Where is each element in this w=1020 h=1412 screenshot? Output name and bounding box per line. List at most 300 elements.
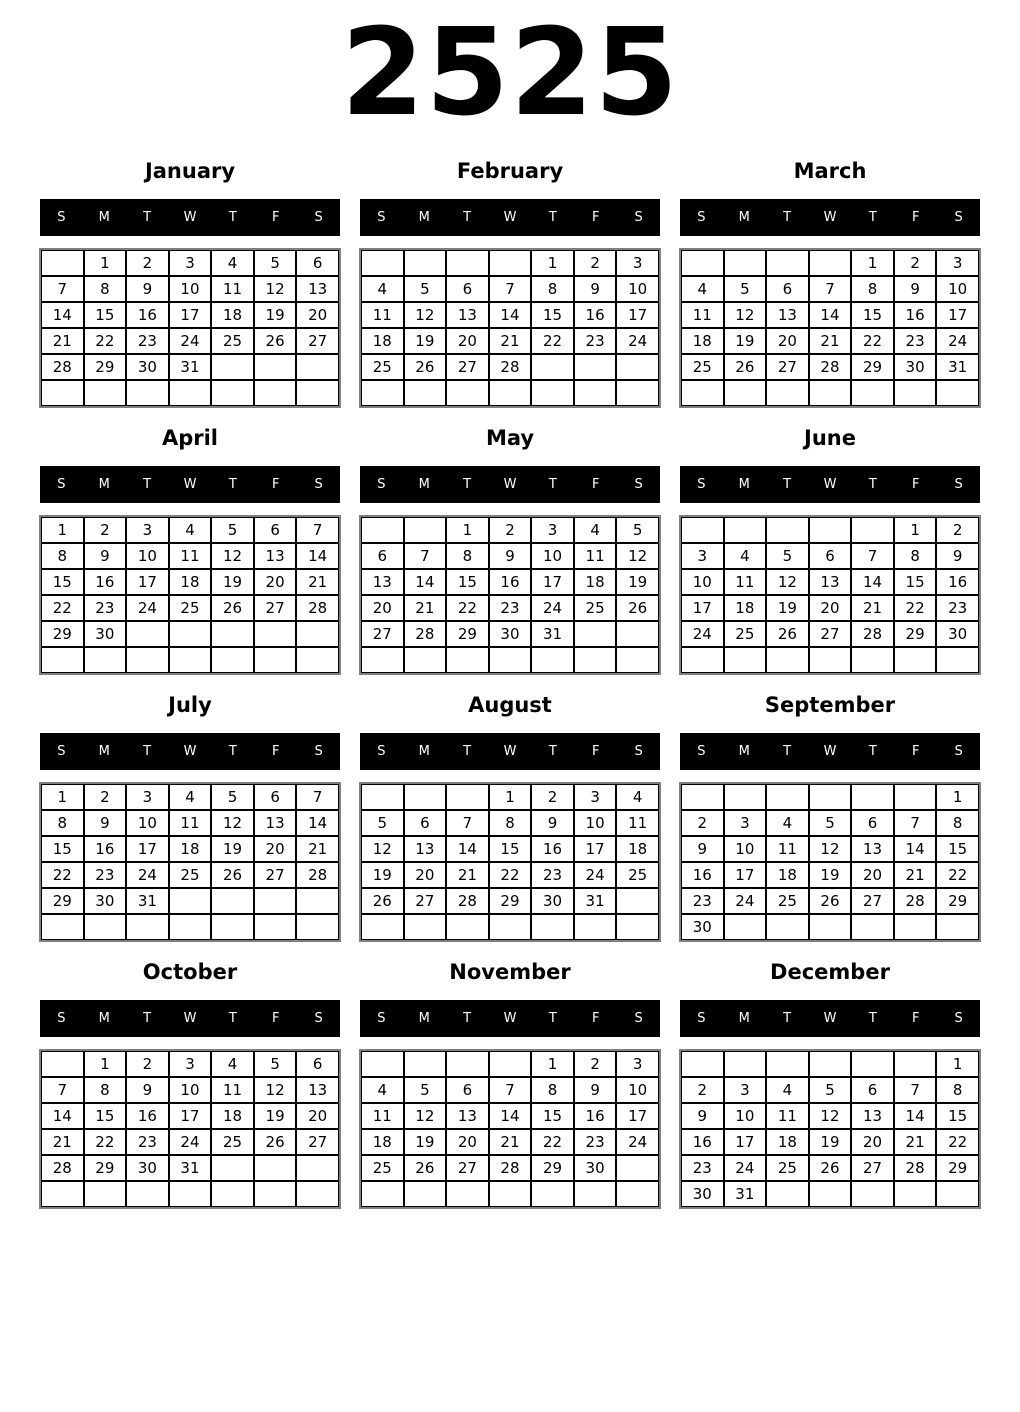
date-cell: 22 [84,1129,127,1155]
date-cell: 4 [361,276,404,302]
date-cell: 13 [809,569,852,595]
week-row [681,862,979,888]
empty-cell [489,1051,532,1077]
week-row [41,862,339,888]
weekday-label: F [911,477,920,492]
date-cell: 29 [936,888,979,914]
month-date-grid-body [681,250,979,406]
weekday-label: W [183,744,197,759]
weekday-label: S [57,477,66,492]
weekday-label: S [314,1011,323,1026]
weekday-label: T [228,744,237,759]
date-cell: 23 [84,595,127,621]
date-cell: 7 [809,276,852,302]
empty-cell [296,621,339,647]
date-cell: 17 [616,1103,659,1129]
date-cell: 17 [126,569,169,595]
weekday-label: S [634,1011,643,1026]
date-cell: 2 [489,517,532,543]
weekday-label: M [98,477,110,492]
empty-cell [361,914,404,940]
empty-cell [574,647,617,673]
date-cell: 14 [894,1103,937,1129]
empty-cell [894,1181,937,1207]
date-cell: 2 [84,517,127,543]
date-cell: 24 [936,328,979,354]
date-cell: 13 [296,1077,339,1103]
date-cell: 9 [681,1103,724,1129]
weekday-label: S [377,210,386,225]
week-row [361,543,659,569]
weekday-label: T [868,1011,877,1026]
empty-cell [616,380,659,406]
date-cell: 11 [211,276,254,302]
weekday-label: F [271,744,280,759]
month-date-grid-body [41,784,339,940]
weekday-header-bar [40,733,340,770]
date-cell: 27 [851,1155,894,1181]
empty-cell [254,1181,297,1207]
date-cell: 1 [41,517,84,543]
date-cell: 17 [936,302,979,328]
date-cell: 19 [211,836,254,862]
date-cell: 16 [894,302,937,328]
week-row [681,1129,979,1155]
date-cell: 29 [446,621,489,647]
date-cell: 26 [404,1155,447,1181]
date-cell: 29 [531,1155,574,1181]
date-cell: 3 [531,517,574,543]
weekday-label: T [143,1011,152,1026]
weekday-label: W [183,210,197,225]
date-cell: 16 [126,302,169,328]
week-row [681,328,979,354]
weekday-header-bar [680,1000,980,1037]
empty-cell [169,888,212,914]
month-block [680,959,980,1208]
empty-cell [851,647,894,673]
empty-cell [616,1155,659,1181]
weekday-label: W [503,477,517,492]
date-cell: 27 [851,888,894,914]
date-cell: 2 [84,784,127,810]
weekday-label: T [143,477,152,492]
date-cell: 30 [681,1181,724,1207]
empty-cell [531,380,574,406]
week-row [41,250,339,276]
empty-cell [84,1181,127,1207]
date-cell: 28 [851,621,894,647]
date-cell: 17 [169,302,212,328]
month-date-grid-body [361,1051,659,1207]
empty-cell [809,784,852,810]
date-cell: 15 [84,1103,127,1129]
month-block [40,425,340,674]
date-cell: 19 [404,1129,447,1155]
date-cell: 3 [169,1051,212,1077]
week-row [41,354,339,380]
empty-cell [766,1181,809,1207]
date-cell: 14 [296,810,339,836]
date-cell: 5 [616,517,659,543]
week-row [361,1129,659,1155]
month-name: August [468,693,552,717]
week-row [681,621,979,647]
date-cell: 5 [211,784,254,810]
date-cell: 5 [404,276,447,302]
empty-cell [574,380,617,406]
date-cell: 29 [851,354,894,380]
date-cell: 15 [936,836,979,862]
date-cell: 22 [446,595,489,621]
date-cell: 18 [211,302,254,328]
weekday-label: M [98,210,110,225]
date-cell: 21 [41,1129,84,1155]
date-cell: 5 [404,1077,447,1103]
empty-cell [724,380,767,406]
week-row [681,914,979,940]
empty-cell [616,914,659,940]
date-cell: 10 [169,276,212,302]
empty-cell [254,888,297,914]
date-cell: 28 [41,354,84,380]
date-cell: 23 [574,328,617,354]
date-cell: 26 [809,1155,852,1181]
empty-cell [41,1051,84,1077]
date-cell: 16 [681,862,724,888]
month-block [40,959,340,1208]
empty-cell [41,1181,84,1207]
date-cell: 24 [616,1129,659,1155]
date-cell: 14 [41,1103,84,1129]
date-cell: 17 [724,1129,767,1155]
date-cell: 6 [851,1077,894,1103]
empty-cell [211,914,254,940]
date-cell: 20 [404,862,447,888]
date-cell: 13 [446,1103,489,1129]
date-cell: 27 [254,862,297,888]
empty-cell [851,380,894,406]
empty-cell [84,914,127,940]
date-cell: 4 [169,517,212,543]
empty-cell [404,647,447,673]
date-cell: 4 [681,276,724,302]
date-cell: 3 [681,543,724,569]
week-row [41,543,339,569]
empty-cell [41,380,84,406]
date-cell: 26 [404,354,447,380]
week-row [361,380,659,406]
date-cell: 24 [616,328,659,354]
date-cell: 25 [724,621,767,647]
weekday-label: F [591,744,600,759]
empty-cell [126,380,169,406]
date-cell: 20 [851,862,894,888]
date-cell: 6 [851,810,894,836]
weekday-label: T [868,210,877,225]
date-cell: 11 [766,836,809,862]
empty-cell [724,784,767,810]
empty-cell [361,380,404,406]
weekday-header-bar [680,199,980,236]
date-cell: 10 [681,569,724,595]
weekday-label: S [57,1011,66,1026]
empty-cell [616,888,659,914]
week-row [361,836,659,862]
empty-cell [766,784,809,810]
date-cell: 13 [766,302,809,328]
weekday-label: S [634,477,643,492]
date-cell: 2 [894,250,937,276]
date-cell: 31 [574,888,617,914]
date-cell: 28 [894,1155,937,1181]
date-cell: 9 [489,543,532,569]
date-cell: 5 [361,810,404,836]
date-cell: 1 [531,1051,574,1077]
date-cell: 18 [211,1103,254,1129]
empty-cell [361,784,404,810]
date-cell: 23 [126,328,169,354]
weekday-label: M [738,477,750,492]
week-row [41,1155,339,1181]
date-cell: 4 [361,1077,404,1103]
date-cell: 8 [531,276,574,302]
week-row [361,595,659,621]
week-row [681,1077,979,1103]
date-cell: 28 [41,1155,84,1181]
date-cell: 29 [936,1155,979,1181]
empty-cell [766,250,809,276]
date-cell: 22 [41,862,84,888]
date-cell: 7 [446,810,489,836]
empty-cell [936,647,979,673]
date-cell: 25 [361,1155,404,1181]
date-cell: 4 [724,543,767,569]
date-cell: 15 [851,302,894,328]
date-cell: 22 [936,1129,979,1155]
date-cell: 21 [296,569,339,595]
date-cell: 21 [446,862,489,888]
weekday-label: T [783,1011,792,1026]
date-cell: 17 [681,595,724,621]
date-cell: 5 [724,276,767,302]
empty-cell [404,517,447,543]
date-cell: 25 [211,1129,254,1155]
weekday-header-bar [360,1000,660,1037]
weekday-label: F [591,477,600,492]
week-row [681,784,979,810]
empty-cell [41,250,84,276]
week-row [41,380,339,406]
weekday-label: S [377,1011,386,1026]
weekday-label: F [271,1011,280,1026]
empty-cell [766,517,809,543]
empty-cell [766,380,809,406]
month-date-grid-body [361,517,659,673]
week-row [361,1051,659,1077]
date-cell: 17 [169,1103,212,1129]
date-cell: 2 [574,1051,617,1077]
date-cell: 26 [211,862,254,888]
empty-cell [489,380,532,406]
date-cell: 24 [574,862,617,888]
empty-cell [574,354,617,380]
date-cell: 26 [809,888,852,914]
date-cell: 12 [809,836,852,862]
month-name: July [168,693,212,717]
date-cell: 27 [404,888,447,914]
empty-cell [169,621,212,647]
date-cell: 28 [809,354,852,380]
month-date-grid [680,783,980,941]
empty-cell [616,647,659,673]
empty-cell [446,1181,489,1207]
date-cell: 19 [211,569,254,595]
date-cell: 10 [574,810,617,836]
date-cell: 20 [446,1129,489,1155]
date-cell: 1 [41,784,84,810]
empty-cell [531,1181,574,1207]
date-cell: 21 [404,595,447,621]
date-cell: 29 [894,621,937,647]
date-cell: 11 [169,810,212,836]
date-cell: 22 [531,328,574,354]
weekday-label: F [591,1011,600,1026]
date-cell: 18 [616,836,659,862]
empty-cell [169,914,212,940]
empty-cell [681,250,724,276]
weekday-label: M [418,1011,430,1026]
date-cell: 28 [894,888,937,914]
date-cell: 26 [724,354,767,380]
date-cell: 31 [531,621,574,647]
week-row [361,888,659,914]
date-cell: 17 [531,569,574,595]
month-block [680,425,980,674]
month-name: February [456,159,564,183]
date-cell: 29 [84,354,127,380]
date-cell: 26 [254,1129,297,1155]
empty-cell [404,914,447,940]
date-cell: 30 [681,914,724,940]
date-cell: 18 [169,836,212,862]
date-cell: 17 [574,836,617,862]
date-cell: 22 [894,595,937,621]
empty-cell [126,1181,169,1207]
date-cell: 15 [936,1103,979,1129]
date-cell: 4 [211,250,254,276]
weekday-label: W [183,477,197,492]
weekday-label: S [57,744,66,759]
month-block [360,158,660,407]
weekday-label: M [418,744,430,759]
date-cell: 11 [361,1103,404,1129]
week-row [41,1077,339,1103]
weekday-label: S [697,210,706,225]
date-cell: 4 [574,517,617,543]
date-cell: 10 [169,1077,212,1103]
date-cell: 20 [254,569,297,595]
date-cell: 16 [489,569,532,595]
month-date-grid-body [681,517,979,673]
date-cell: 13 [446,302,489,328]
week-row [681,276,979,302]
empty-cell [681,380,724,406]
date-cell: 30 [936,621,979,647]
date-cell: 25 [361,354,404,380]
date-cell: 5 [809,1077,852,1103]
weekday-label: T [143,744,152,759]
weekday-label: M [418,210,430,225]
month-date-grid-body [361,784,659,940]
weekday-label: T [228,210,237,225]
date-cell: 6 [766,276,809,302]
empty-cell [41,914,84,940]
weekday-label: W [823,744,837,759]
empty-cell [851,1051,894,1077]
date-cell: 13 [404,836,447,862]
weekday-label: W [823,1011,837,1026]
weekday-header-bar [40,1000,340,1037]
empty-cell [574,621,617,647]
week-row [41,569,339,595]
month-block [680,158,980,407]
empty-cell [894,914,937,940]
date-cell: 23 [84,862,127,888]
week-row [361,328,659,354]
date-cell: 16 [531,836,574,862]
weekday-label: W [503,744,517,759]
date-cell: 13 [296,276,339,302]
date-cell: 23 [126,1129,169,1155]
week-row [681,302,979,328]
weekday-label: T [783,210,792,225]
month-date-grid-body [41,1051,339,1207]
week-row [41,914,339,940]
empty-cell [446,250,489,276]
date-cell: 27 [766,354,809,380]
date-cell: 5 [254,1051,297,1077]
empty-cell [169,1181,212,1207]
date-cell: 22 [489,862,532,888]
empty-cell [169,647,212,673]
date-cell: 3 [126,517,169,543]
empty-cell [361,1051,404,1077]
empty-cell [681,647,724,673]
date-cell: 23 [681,888,724,914]
empty-cell [531,914,574,940]
date-cell: 10 [724,1103,767,1129]
empty-cell [361,1181,404,1207]
week-row [41,784,339,810]
date-cell: 25 [211,328,254,354]
empty-cell [616,621,659,647]
date-cell: 1 [894,517,937,543]
date-cell: 2 [936,517,979,543]
empty-cell [211,1155,254,1181]
date-cell: 2 [531,784,574,810]
date-cell: 2 [126,1051,169,1077]
date-cell: 28 [489,354,532,380]
month-date-grid [40,516,340,674]
date-cell: 1 [851,250,894,276]
date-cell: 9 [894,276,937,302]
date-cell: 17 [724,862,767,888]
date-cell: 11 [766,1103,809,1129]
empty-cell [361,250,404,276]
week-row [361,810,659,836]
date-cell: 21 [41,328,84,354]
